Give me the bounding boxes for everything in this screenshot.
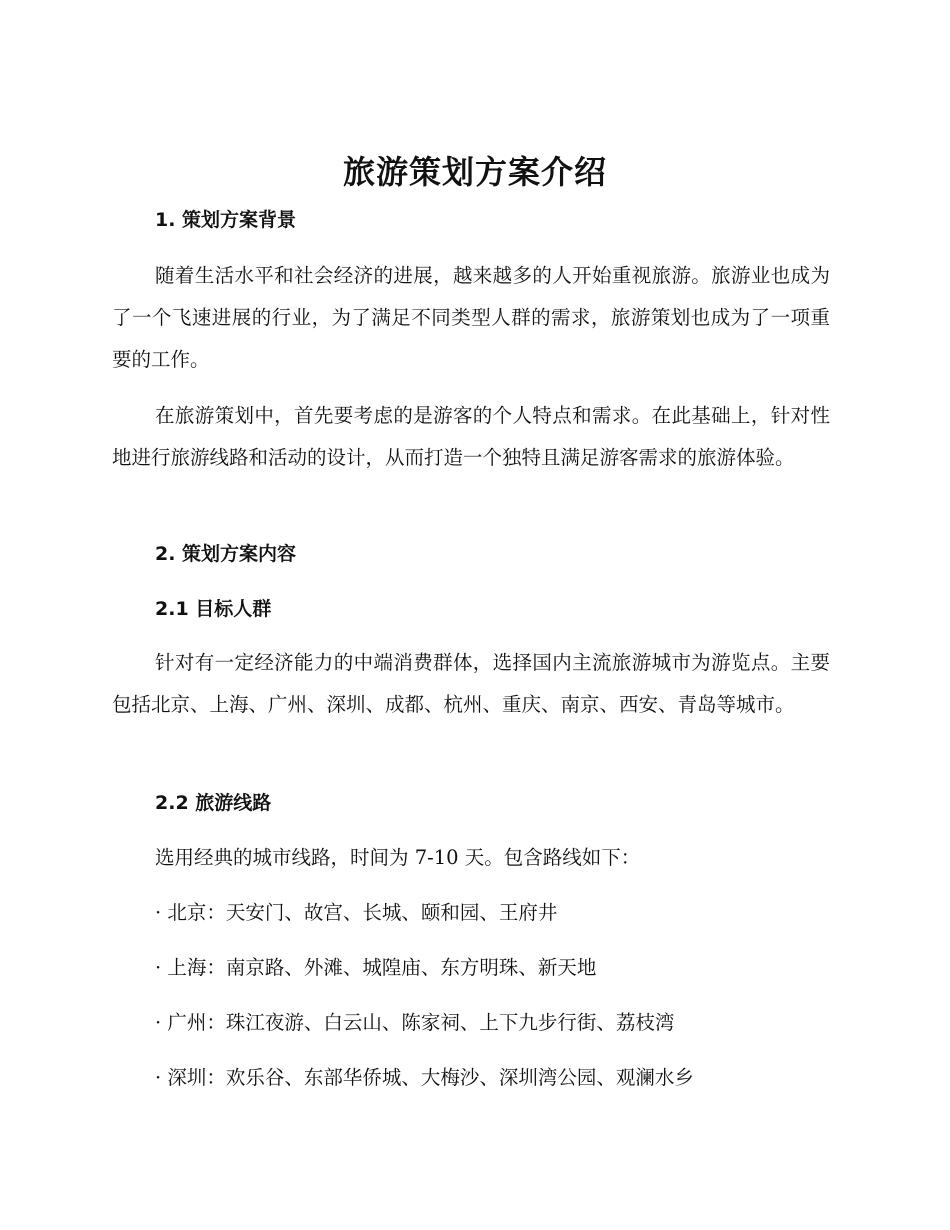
routes-intro: 选用经典的城市线路，时间为 7-10 天。包含路线如下： bbox=[155, 846, 641, 869]
section-2-2-heading: 2.2 旅游线路 bbox=[155, 792, 272, 814]
section-2-1-heading: 2.1 目标人群 bbox=[155, 598, 272, 620]
document-title: 旅游策划方案介绍 bbox=[342, 153, 607, 191]
route-item-beijing: · 北京：天安门、故宫、长城、颐和园、王府井 bbox=[155, 901, 558, 924]
route-item-shenzhen: · 深圳：欢乐谷、东部华侨城、大梅沙、深圳湾公园、观澜水乡 bbox=[155, 1066, 694, 1089]
section-1-paragraph-1: 随着生活水平和社会经济的进展，越来越多的人开始重视旅游。旅游业也成为了一个飞速进展的行业，为了满足不同类型人群的需求，旅游策划也成为了一项重要的工作。 bbox=[112, 264, 830, 371]
section-1-heading: 1. 策划方案背景 bbox=[155, 209, 297, 231]
section-1-paragraph-2: 在旅游策划中，首先要考虑的是游客的个人特点和需求。在此基础上，针对性地进行旅游线路和活动的设计，从而打造一个独特且满足游客需求的旅游体验。 bbox=[112, 404, 830, 469]
route-item-shanghai: · 上海：南京路、外滩、城隍庙、东方明珠、新天地 bbox=[155, 956, 597, 979]
route-item-guangzhou: · 广州：珠江夜游、白云山、陈家祠、上下九步行街、荔枝湾 bbox=[155, 1011, 675, 1034]
section-2-heading: 2. 策划方案内容 bbox=[155, 543, 297, 565]
section-2-1-paragraph: 针对有一定经济能力的中端消费群体，选择国内主流旅游城市为游览点。主要包括北京、上海、广州、深圳、成都、杭州、重庆、南京、西安、青岛等城市。 bbox=[112, 651, 830, 716]
